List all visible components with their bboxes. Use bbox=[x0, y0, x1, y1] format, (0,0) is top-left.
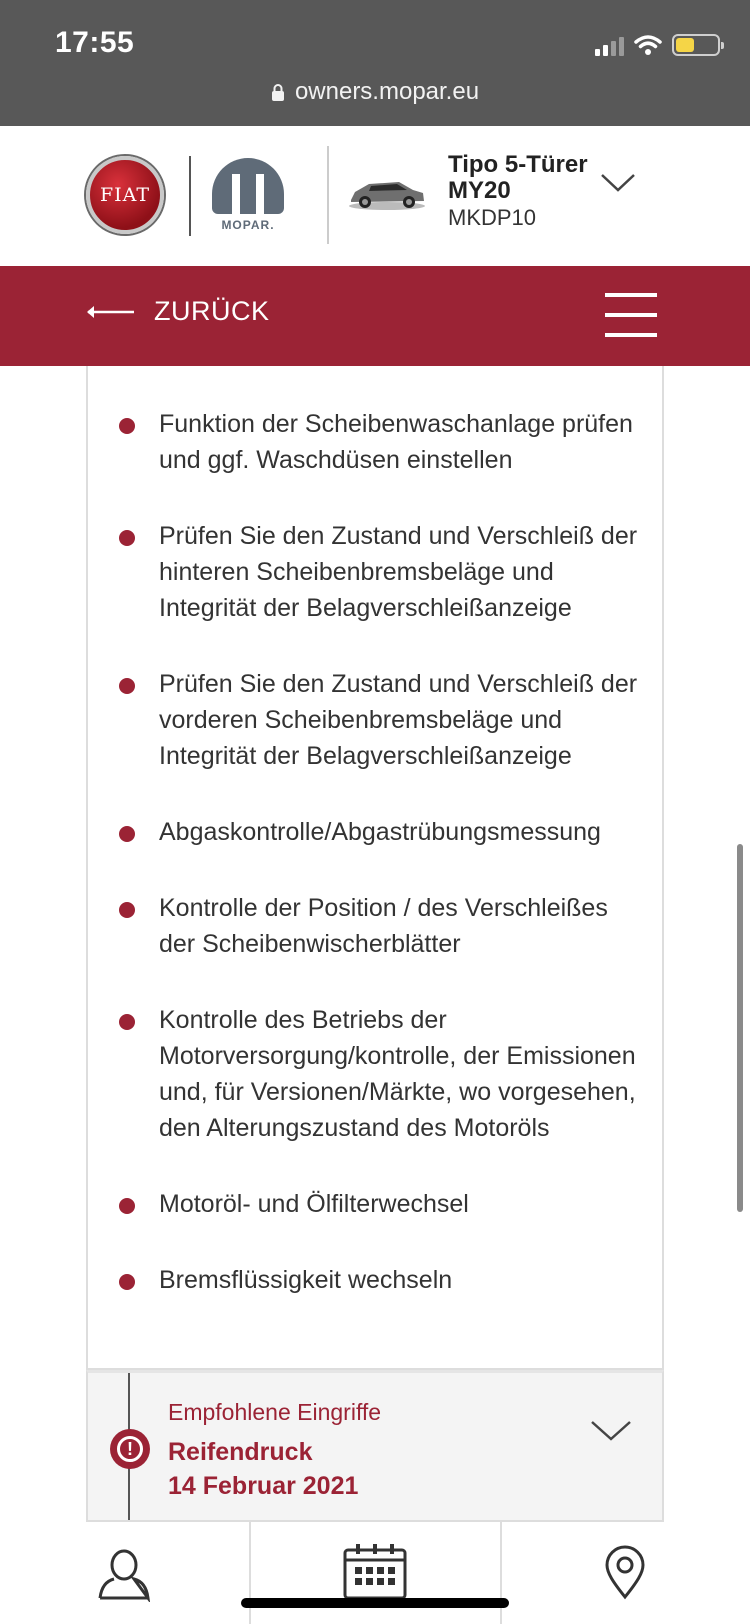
list-item bbox=[88, 666, 662, 774]
logo-divider bbox=[189, 156, 191, 236]
battery-level bbox=[676, 38, 694, 52]
status-time: 17:55 bbox=[55, 26, 135, 59]
list-item bbox=[88, 1262, 662, 1298]
back-button[interactable] bbox=[84, 296, 270, 327]
scrollbar[interactable] bbox=[737, 844, 743, 1212]
bullet-icon bbox=[119, 678, 135, 694]
cellular-signal-icon bbox=[595, 34, 624, 56]
vehicle-code: MKDP10 bbox=[448, 205, 537, 230]
bullet-icon bbox=[119, 530, 135, 546]
alert-circle-icon: ! bbox=[110, 1429, 150, 1469]
list-item-text: Kontrolle des Betriebs der Motorversorgung/kontrolle, der Emissionen und, für Versionen/Märkte, wo vorgesehen, den Alterungszustand des Motoröls bbox=[159, 1006, 636, 1142]
list-item-text: Abgaskontrolle/Abgastrübungsmessung bbox=[159, 818, 601, 846]
vehicle-title: Tipo 5-Türer MY20 bbox=[448, 151, 588, 204]
fiat-logo[interactable] bbox=[86, 156, 164, 234]
recommendation-accordion[interactable] bbox=[86, 1370, 664, 1522]
navigation-bar bbox=[0, 266, 750, 366]
mopar-logo[interactable] bbox=[208, 158, 288, 238]
list-item bbox=[88, 518, 662, 626]
list-item bbox=[88, 1186, 662, 1222]
bullet-icon bbox=[119, 1198, 135, 1214]
mopar-logo-text: MOPAR. bbox=[221, 218, 275, 232]
list-item-text: Motoröl- und Ölfilterwechsel bbox=[159, 1190, 469, 1218]
fiat-logo-text: FIAT bbox=[99, 184, 151, 206]
browser-top-bar bbox=[0, 0, 750, 126]
lock-icon bbox=[271, 83, 285, 101]
list-item-text: Bremsflüssigkeit wechseln bbox=[159, 1266, 453, 1294]
recommendation-label: Empfohlene Eingriffe bbox=[168, 1399, 382, 1425]
list-item-text: Prüfen Sie den Zustand und Verschleiß der hinteren Scheibenbremsbeläge und Integrität der Belagverschleißanzeige bbox=[159, 522, 638, 622]
chevron-down-icon[interactable] bbox=[590, 1419, 632, 1443]
list-item bbox=[88, 814, 662, 850]
list-item-text: Kontrolle der Position / des Verschleißes der Scheibenwischerblätter bbox=[159, 894, 608, 958]
brand-header bbox=[0, 126, 750, 266]
recommendation-name: Reifendruck bbox=[168, 1438, 313, 1466]
map-pin-icon[interactable] bbox=[603, 1544, 647, 1600]
bullet-icon bbox=[119, 1014, 135, 1030]
chevron-down-icon[interactable] bbox=[600, 172, 636, 194]
mopar-m-icon bbox=[212, 158, 284, 214]
back-label: ZURÜCK bbox=[154, 296, 270, 326]
list-item-text: Prüfen Sie den Zustand und Verschleiß der vorderen Scheibenbremsbeläge und Integrität der Belagverschleißanzeige bbox=[159, 670, 638, 770]
status-icons bbox=[595, 32, 720, 58]
maintenance-checklist bbox=[88, 406, 662, 1338]
address-bar[interactable] bbox=[0, 78, 750, 106]
arrow-left-icon bbox=[84, 304, 136, 320]
user-icon[interactable] bbox=[96, 1546, 152, 1602]
tab-divider bbox=[249, 1522, 251, 1624]
recommendation-date: 14 Februar 2021 bbox=[168, 1472, 359, 1500]
hamburger-menu-icon[interactable] bbox=[605, 293, 657, 337]
maintenance-card bbox=[86, 366, 664, 1370]
tab-divider bbox=[500, 1522, 502, 1624]
wifi-icon bbox=[634, 34, 662, 56]
list-item-text: Funktion der Scheibenwaschanlage prüfen und ggf. Waschdüsen einstellen bbox=[159, 410, 633, 474]
list-item bbox=[88, 890, 662, 962]
vehicle-divider bbox=[327, 146, 329, 244]
bullet-icon bbox=[119, 418, 135, 434]
home-indicator bbox=[241, 1598, 509, 1608]
recommendation-title bbox=[168, 1435, 358, 1503]
bullet-icon bbox=[119, 1274, 135, 1290]
calendar-icon[interactable] bbox=[342, 1542, 408, 1602]
bullet-icon bbox=[119, 902, 135, 918]
url-text: owners.mopar.eu bbox=[294, 78, 480, 105]
bottom-tab-bar bbox=[0, 1522, 750, 1624]
battery-icon bbox=[672, 34, 720, 56]
list-item bbox=[88, 406, 662, 478]
car-thumbnail bbox=[347, 172, 427, 212]
list-item bbox=[88, 1002, 662, 1146]
bullet-icon bbox=[119, 826, 135, 842]
